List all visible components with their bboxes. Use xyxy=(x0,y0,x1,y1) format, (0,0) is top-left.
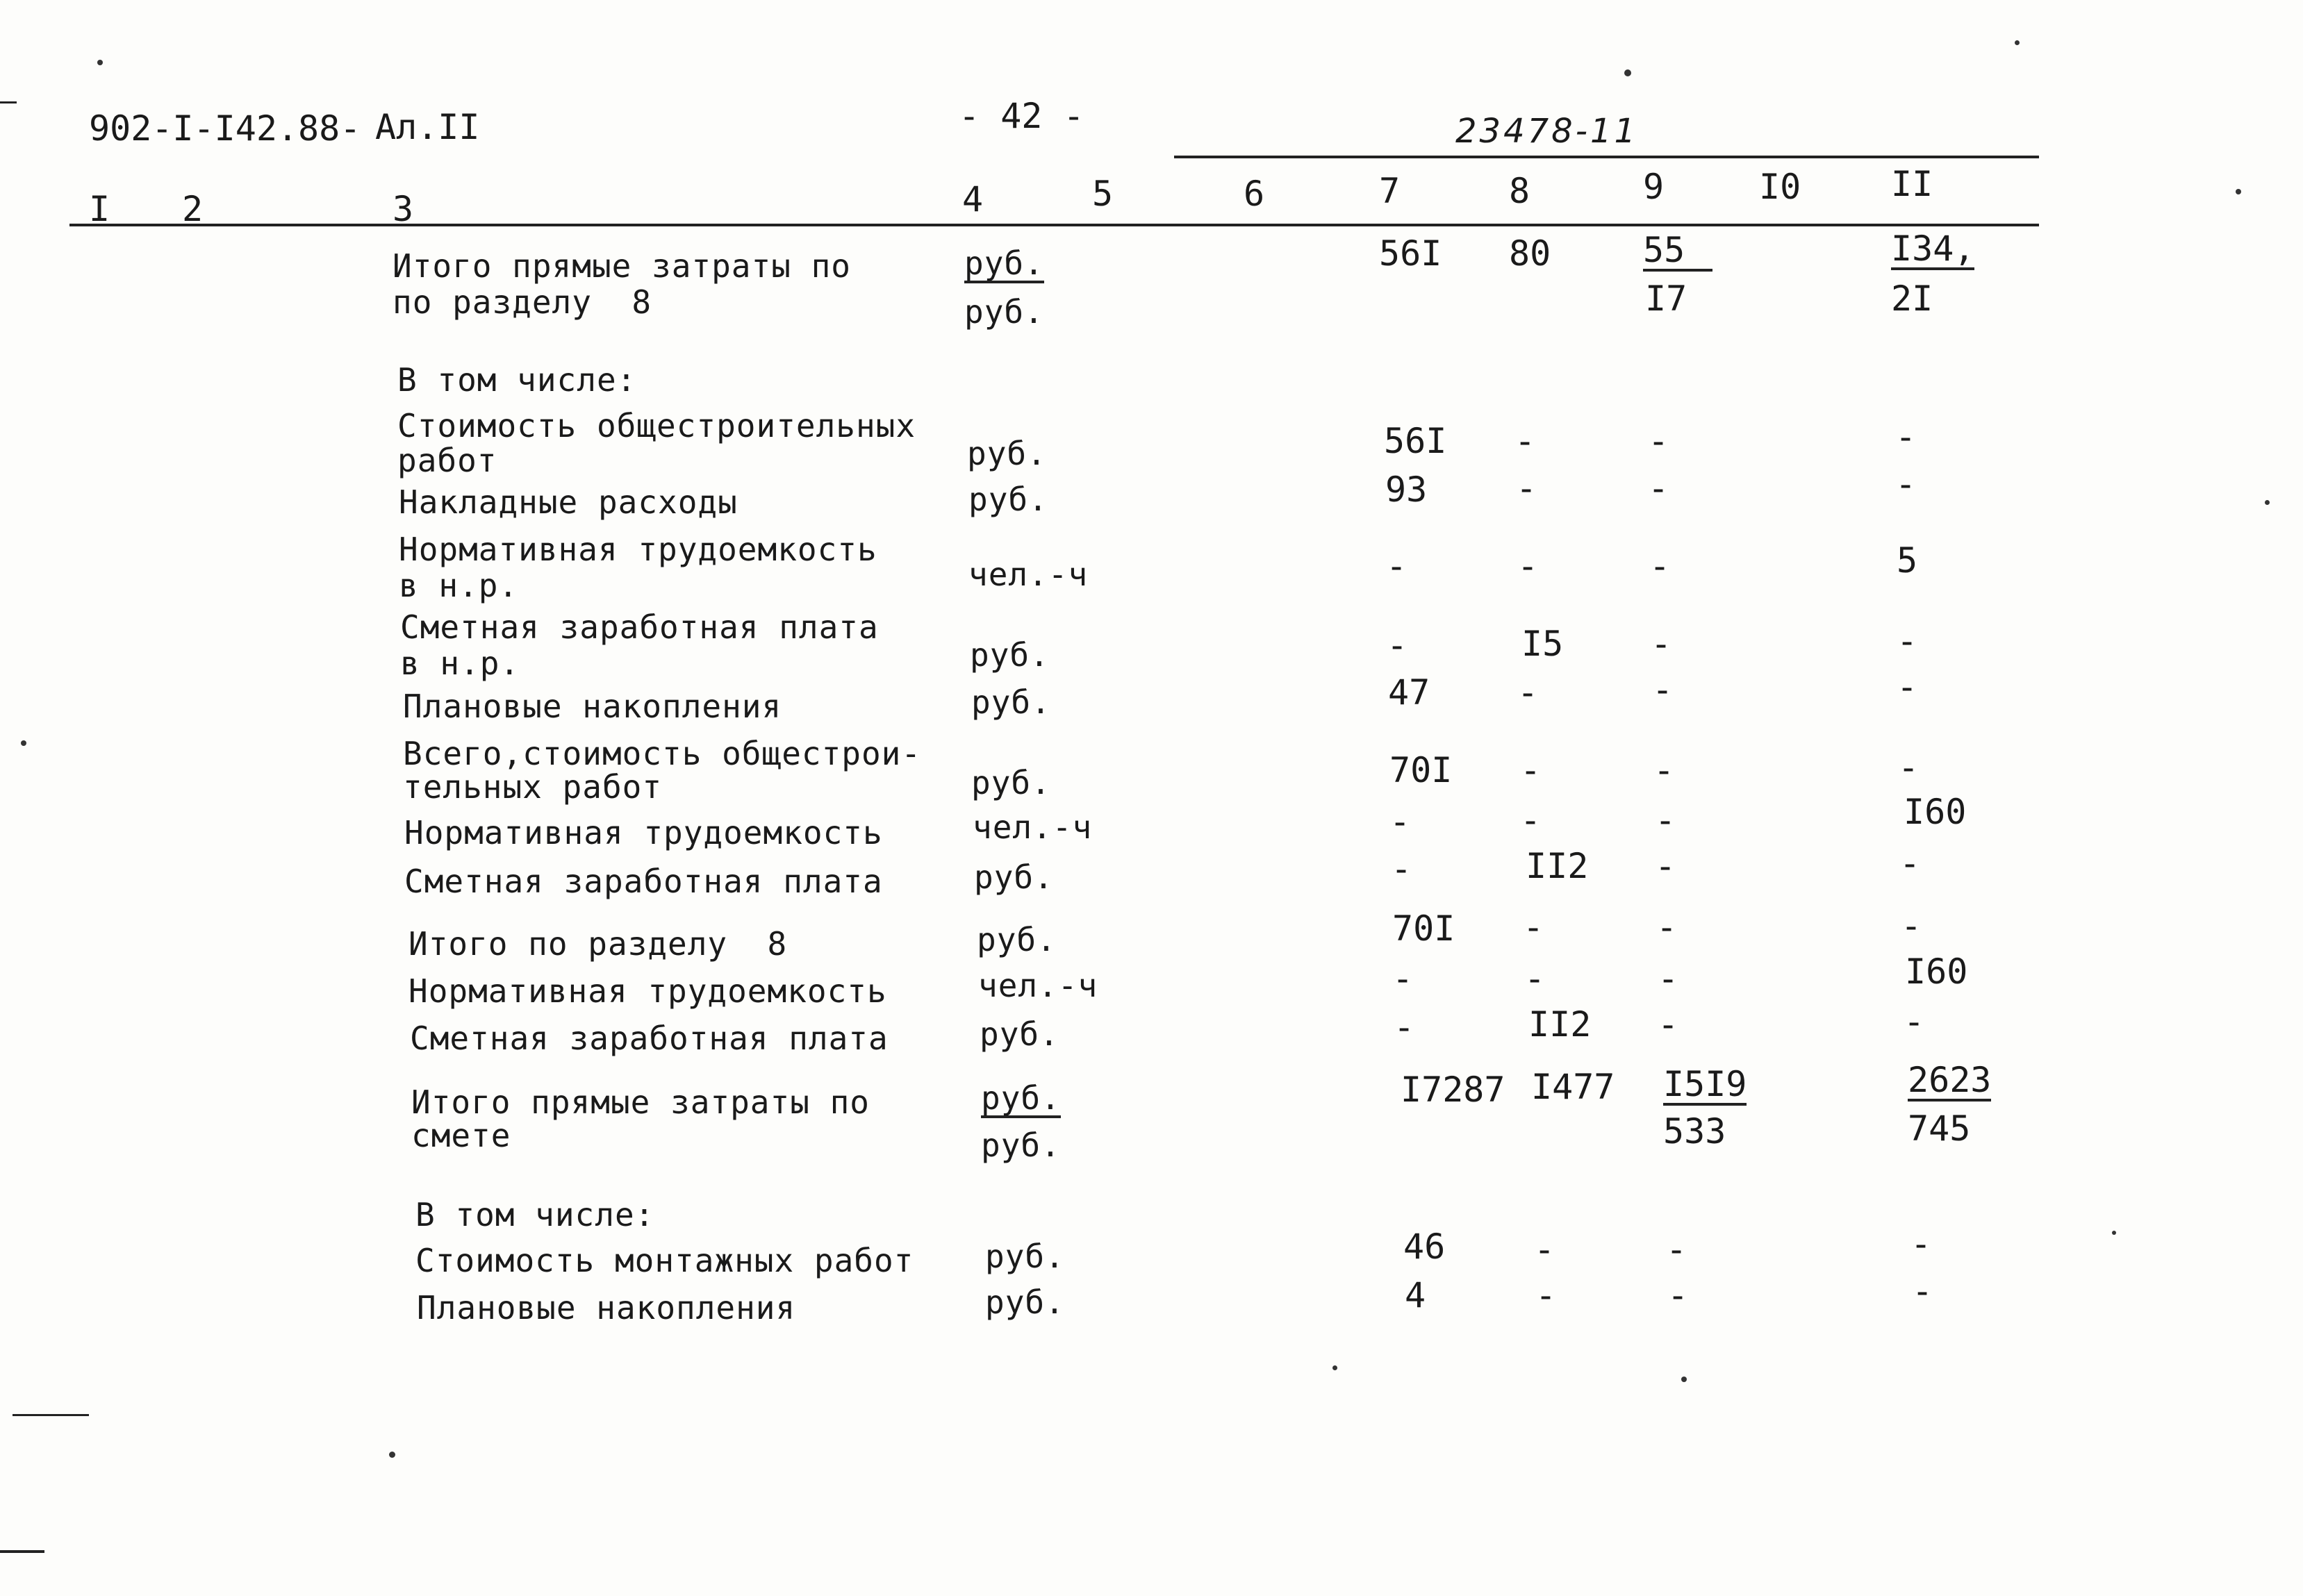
page-number: - 42 - xyxy=(959,96,1084,136)
row-name: смете xyxy=(411,1117,511,1154)
column-number: I0 xyxy=(1759,167,1801,207)
row-name: Нормативная трудоемкость xyxy=(404,814,883,851)
unit: руб. xyxy=(971,683,1051,721)
cell-col7: - xyxy=(1391,849,1412,889)
unit: чел.-ч xyxy=(973,808,1093,846)
cell-col8: - xyxy=(1520,800,1542,840)
cell-col7: 46 xyxy=(1403,1227,1446,1267)
cell-col9: - xyxy=(1653,750,1675,790)
unit: руб. xyxy=(981,1079,1061,1117)
cell-col9: - xyxy=(1649,546,1671,586)
cell-col8: - xyxy=(1517,672,1539,713)
cell-col7: - xyxy=(1394,1007,1415,1047)
cell-col8: I477 xyxy=(1531,1067,1615,1107)
row-name: Сметная заработная плата xyxy=(410,1020,889,1057)
unit: руб. xyxy=(964,293,1044,331)
row-name: Итого прямые затраты по xyxy=(393,247,851,285)
cell-col11: - xyxy=(1897,667,1918,707)
unit: руб. xyxy=(974,858,1054,896)
cell-col9: - xyxy=(1656,907,1678,947)
cell-col8: - xyxy=(1523,907,1544,947)
cell-col8: - xyxy=(1514,421,1536,461)
unit: руб. xyxy=(967,435,1047,472)
row-name: Стоимость монтажных работ xyxy=(415,1242,914,1279)
cell-col7: 56I xyxy=(1384,421,1447,461)
cell-col11: - xyxy=(1910,1224,1932,1264)
document-code: 902-I-I42.88- xyxy=(89,108,361,149)
unit: руб. xyxy=(977,921,1057,958)
cell-col7: 56I xyxy=(1379,233,1442,274)
cell-col8: I5 xyxy=(1521,624,1564,664)
unit: руб. xyxy=(971,764,1051,801)
cell-col7: - xyxy=(1392,958,1414,999)
cell-col9: - xyxy=(1648,421,1669,461)
column-number: 2 xyxy=(182,189,204,229)
row-name: Нормативная трудоемкость xyxy=(399,531,877,568)
cell-col11: - xyxy=(1898,747,1920,788)
album-label: Ал.II xyxy=(375,107,480,147)
cell-col8: - xyxy=(1524,958,1546,999)
cell-col7: 47 xyxy=(1388,672,1430,713)
cell-col7: - xyxy=(1386,546,1408,586)
cell-col11: - xyxy=(1912,1271,1933,1311)
cell-col9-bottom: 533 xyxy=(1663,1111,1726,1152)
cell-col9: - xyxy=(1667,1275,1689,1315)
cell-col9: - xyxy=(1666,1229,1687,1270)
cell-col8: - xyxy=(1520,750,1542,790)
cell-col8: II2 xyxy=(1526,846,1589,886)
column-number: II xyxy=(1891,164,1933,204)
column-header-rule xyxy=(69,224,2039,226)
cell-col11: - xyxy=(1899,843,1921,883)
row-name: Плановые накопления xyxy=(403,688,782,725)
cell-col11: - xyxy=(1904,1001,1925,1042)
cell-col7: - xyxy=(1389,801,1411,842)
cell-col9: - xyxy=(1655,800,1676,840)
unit: руб. xyxy=(985,1238,1065,1275)
cell-col11-top: 2623 xyxy=(1908,1060,1992,1100)
cell-col7: I7287 xyxy=(1401,1070,1505,1110)
column-number: 8 xyxy=(1509,171,1530,211)
column-number: 4 xyxy=(962,179,984,219)
unit: чел.-ч xyxy=(968,556,1089,593)
cell-col7: 4 xyxy=(1405,1275,1426,1315)
cell-col11-bottom: 745 xyxy=(1908,1108,1971,1149)
cell-col11-top: I34, xyxy=(1891,228,1975,269)
cell-col9: - xyxy=(1658,958,1679,999)
cell-col11: 5 xyxy=(1897,540,1918,581)
row-name: в н.р. xyxy=(399,567,519,604)
cell-col7: - xyxy=(1387,625,1408,665)
row-name: по разделу 8 xyxy=(393,283,652,321)
cell-col11: I60 xyxy=(1905,951,1968,992)
cell-col7: 93 xyxy=(1385,469,1428,510)
header-top-rule xyxy=(1174,156,2039,158)
unit: чел.-ч xyxy=(978,967,1098,1004)
cell-col11: - xyxy=(1901,906,1922,946)
cell-col11: - xyxy=(1895,464,1917,504)
column-number: 6 xyxy=(1244,174,1265,214)
unit: руб. xyxy=(980,1015,1059,1053)
handwritten-number: 23478-11 xyxy=(1455,112,1639,151)
row-name: Нормативная трудоемкость xyxy=(408,972,887,1010)
cell-col9-top: I5I9 xyxy=(1663,1064,1747,1104)
column-number: 9 xyxy=(1643,167,1665,207)
cell-col9-bottom: I7 xyxy=(1645,279,1687,319)
cell-col7: 70I xyxy=(1389,750,1453,790)
cell-col11-bottom: 2I xyxy=(1891,279,1933,319)
row-name: Плановые накопления xyxy=(417,1289,796,1327)
cell-col8: - xyxy=(1534,1229,1555,1270)
cell-col11: - xyxy=(1897,621,1918,661)
row-name: в н.р. xyxy=(400,645,520,682)
cell-col9: - xyxy=(1648,468,1669,508)
unit: руб. xyxy=(985,1283,1065,1321)
column-number: 7 xyxy=(1379,171,1401,211)
unit: руб. xyxy=(964,244,1044,282)
row-name: тельных работ xyxy=(403,768,663,806)
cell-col8: - xyxy=(1517,546,1539,586)
column-number: I xyxy=(89,189,110,229)
cell-col9-top: 55 xyxy=(1643,233,1712,272)
cell-col8: - xyxy=(1516,468,1537,508)
unit: руб. xyxy=(981,1127,1061,1164)
row-name: Накладные расходы xyxy=(399,483,738,521)
cell-col8: 80 xyxy=(1509,233,1551,274)
row-name: Стоимость общестроительных xyxy=(397,407,916,444)
row-name: работ xyxy=(397,442,497,479)
unit: руб. xyxy=(970,636,1050,674)
row-name: Сметная заработная плата xyxy=(400,608,879,646)
row-name: Итого по разделу 8 xyxy=(408,925,788,963)
column-number: 5 xyxy=(1092,174,1114,214)
cell-col7: 70I xyxy=(1392,908,1455,949)
cell-col11: - xyxy=(1895,417,1917,457)
cell-col8: II2 xyxy=(1528,1004,1592,1045)
row-name: Сметная заработная плата xyxy=(404,863,883,900)
cell-col9: - xyxy=(1658,1004,1679,1045)
column-number: 3 xyxy=(393,189,414,229)
unit: руб. xyxy=(968,481,1048,518)
section-label: В том числе: xyxy=(397,361,637,399)
section-label: В том числе: xyxy=(415,1196,655,1233)
row-name: Итого прямые затраты по xyxy=(411,1083,870,1121)
cell-col9: - xyxy=(1652,670,1674,710)
cell-col9: - xyxy=(1651,624,1672,664)
cell-col8: - xyxy=(1535,1275,1557,1315)
cell-col9: - xyxy=(1655,846,1676,886)
row-name: Всего,стоимость общестрои- xyxy=(403,735,922,772)
cell-col11: I60 xyxy=(1904,792,1967,832)
